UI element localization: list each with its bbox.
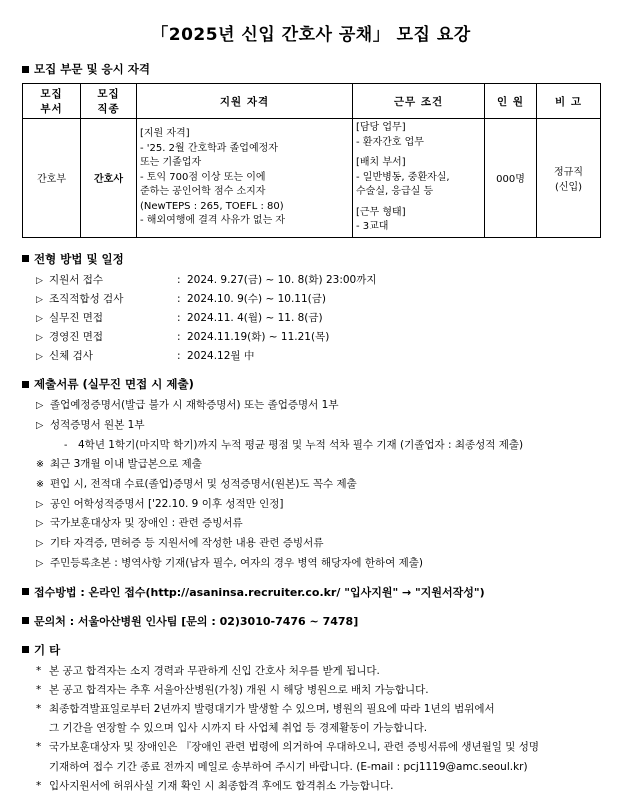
square-bullet-icon <box>22 617 29 624</box>
cell-qualification <box>137 119 353 238</box>
etc-item-text: 최종합격발표일로부터 2년까지 발령대기가 발생할 수 있으며, 병원의 필요에 따라 1년의 범위에서 <box>49 702 495 715</box>
square-bullet-icon <box>22 381 29 388</box>
schedule-value: 2024. 9.27(금) ~ 10. 8(화) 23:00까지 <box>187 273 377 286</box>
triangle-bullet-icon: ▷ <box>36 333 43 344</box>
square-bullet-icon <box>22 255 29 262</box>
section-etc <box>22 642 600 795</box>
section-apply-method <box>22 584 600 600</box>
schedule-label: 실무진 면접 <box>49 311 104 324</box>
square-bullet-icon <box>22 646 29 653</box>
cell-department: 간호부 <box>23 119 81 238</box>
condition-block-title: [근무 형태] <box>356 206 406 218</box>
recruitment-table <box>22 83 601 238</box>
list-item <box>22 457 600 472</box>
list-item <box>22 516 600 531</box>
page-title: 「2025년 신입 간호사 공채」 모집 요강 <box>151 25 471 45</box>
list-item <box>22 556 600 571</box>
list-item <box>22 418 600 433</box>
section-schedule <box>22 251 600 364</box>
list-item <box>22 349 600 363</box>
col-header-jobtype: 모집 직종 <box>81 84 137 119</box>
triangle-bullet-icon: ▷ <box>36 557 44 569</box>
etc-list <box>22 664 600 795</box>
document-item-text: 성적증명서 원본 1부 <box>50 419 145 432</box>
condition-item: - 환자간호 업무 <box>356 136 424 148</box>
condition-block-title: [배치 부서] <box>356 157 406 168</box>
schedule-colon: : <box>177 331 181 344</box>
contact-label: 문의처 : 서울아산병원 인사팀 [문의 : 02)3010-7476 ~ 7478] <box>34 614 359 628</box>
condition-block-title: [담당 업무] <box>356 122 406 133</box>
asterisk-bullet-icon: * <box>36 664 42 677</box>
etc-item-text: 본 공고 합격자는 소지 경력과 무관하게 신입 간호사 처우를 받게 됩니다. <box>49 664 380 677</box>
list-item <box>22 398 600 413</box>
triangle-bullet-icon: ▷ <box>36 518 44 530</box>
triangle-bullet-icon: ▷ <box>36 352 43 363</box>
schedule-colon: : <box>177 273 181 286</box>
list-item <box>22 536 600 551</box>
document-item-text: 4학년 1학기(마지막 학기)까지 누적 평균 평점 및 누적 석차 필수 기재 (기졸업자 : 최종성적 제출) <box>78 438 524 451</box>
triangle-bullet-icon: ▷ <box>36 294 43 305</box>
triangle-bullet-icon: ▷ <box>36 420 44 432</box>
schedule-value: 2024.12월 中 <box>187 350 255 363</box>
qualification-item: - 토익 700점 이상 또는 이에 <box>140 171 266 183</box>
square-bullet-icon <box>22 588 29 595</box>
apply-method-label: 접수방법 : 온라인 접수(http://asaninsa.recruiter.co.kr/ "입사지원" → "지원서작성") <box>34 585 485 599</box>
schedule-list <box>22 273 600 364</box>
cell-headcount: 000명 <box>485 119 537 238</box>
asterisk-bullet-icon: * <box>36 741 42 754</box>
condition-item: - 3교대 <box>356 221 389 232</box>
list-item <box>22 311 600 325</box>
section-heading-etc <box>22 642 600 658</box>
table-header-row <box>23 84 601 119</box>
col-header-qualification: 지원 자격 <box>137 84 353 119</box>
section-recruitment <box>22 61 600 238</box>
dash-bullet-icon: - <box>64 439 68 451</box>
square-bullet-icon <box>22 66 29 73</box>
cell-note <box>537 119 601 238</box>
section-heading-schedule <box>22 251 600 267</box>
list-item <box>22 683 600 698</box>
section-heading-schedule-label: 전형 방법 및 일정 <box>34 251 124 266</box>
asterisk-bullet-icon: ※ <box>36 479 44 491</box>
list-item <box>22 273 600 287</box>
condition-item: - 일반병동, 중환자실, <box>356 171 450 183</box>
section-contact <box>22 613 600 629</box>
qualification-item: - 해외여행에 결격 사유가 없는 자 <box>140 215 286 226</box>
section-heading-recruitment-label: 모집 부문 및 응시 자격 <box>34 62 150 76</box>
list-item <box>22 497 600 512</box>
qualification-item: 또는 기졸업자 <box>140 157 202 168</box>
triangle-bullet-icon: ▷ <box>36 538 44 550</box>
document-item-text: 졸업예정증명서(발급 불가 시 재학증명서) 또는 졸업증명서 1부 <box>50 399 339 412</box>
schedule-value: 2024.10. 9(수) ~ 10.11(금) <box>187 292 326 305</box>
triangle-bullet-icon: ▷ <box>36 400 44 412</box>
triangle-bullet-icon: ▷ <box>36 275 43 286</box>
asterisk-bullet-icon: * <box>36 702 42 715</box>
list-item <box>22 702 600 717</box>
document-item-text: 최근 3개월 이내 발급본으로 제출 <box>50 458 202 471</box>
triangle-bullet-icon: ▷ <box>36 313 43 324</box>
documents-list <box>22 398 600 570</box>
section-heading-etc-label: 기 타 <box>34 642 61 657</box>
schedule-label: 경영진 면접 <box>49 331 104 344</box>
document-item-text: 편입 시, 전적대 수료(졸업)증명서 및 성적증명서(원본)도 꼭수 제출 <box>50 478 357 491</box>
col-header-note: 비 고 <box>537 84 601 119</box>
col-header-headcount: 인 원 <box>485 84 537 119</box>
list-item <box>22 438 600 453</box>
table-row <box>23 119 601 238</box>
qualification-item: 준하는 공인어학 점수 소지자 <box>140 186 266 197</box>
etc-item-text: 입사지원서에 허위사실 기재 확인 시 최종합격 후에도 합격취소 가능합니다. <box>49 779 394 792</box>
document-item-text: 국가보훈대상자 및 장애인 : 관련 증빙서류 <box>50 517 243 530</box>
condition-item: 수술실, 응급실 등 <box>356 186 434 197</box>
qualification-item: - '25. 2월 간호학과 졸업예정자 <box>140 142 278 154</box>
list-item <box>22 779 600 794</box>
qualification-item: (NewTEPS : 265, TOEFL : 80) <box>140 200 284 212</box>
section-heading-documents-label: 제출서류 (실무진 면접 시 제출) <box>34 377 194 392</box>
section-documents <box>22 376 600 570</box>
list-item <box>22 664 600 679</box>
list-item <box>22 740 600 755</box>
qualification-title: [지원 자격] <box>140 128 190 139</box>
schedule-label: 조직적합성 검사 <box>49 292 124 305</box>
col-header-conditions: 근무 조건 <box>353 84 485 119</box>
document-item-text: 주민등록초본 : 병역사항 기재(남자 필수, 여자의 경우 병역 해당자에 한하여 제출) <box>50 556 424 569</box>
schedule-value: 2024.11. 4(월) ~ 11. 8(금) <box>187 311 323 324</box>
etc-item-text: 국가보훈대상자 및 장애인은 『장애인 관련 법령에 의거하여 우대하오니, 관련 증빙서류에 생년월일 및 성명 <box>49 741 540 754</box>
cell-jobtype: 간호사 <box>81 119 137 238</box>
list-item <box>22 477 600 492</box>
list-item <box>22 330 600 344</box>
document-item-text: 기타 자격증, 면허증 등 지원서에 작성한 내용 관련 증빙서류 <box>50 537 324 550</box>
list-item <box>22 760 600 775</box>
col-header-department: 모집 부서 <box>23 84 81 119</box>
schedule-value: 2024.11.19(화) ~ 11.21(목) <box>187 331 330 344</box>
asterisk-bullet-icon: * <box>36 683 42 696</box>
schedule-colon: : <box>177 350 181 363</box>
section-heading-documents <box>22 376 600 392</box>
schedule-label: 지원서 접수 <box>49 273 104 286</box>
note-line: 정규직 <box>554 166 583 178</box>
document-item-text: 공인 어학성적증명서 ['22.10. 9 이후 성적만 인정] <box>50 497 284 510</box>
list-item <box>22 721 600 736</box>
schedule-label: 신체 검사 <box>49 350 93 363</box>
etc-item-text: 기재하여 접수 기간 종료 전까지 메일로 송부하여 주시기 바랍니다. (E-mail : pcj1119@amc.seoul.kr) <box>49 760 528 773</box>
etc-item-text: 본 공고 합격자는 추후 서울아산병원(가칭) 개원 시 해당 병원으로 배치 가능합니다. <box>49 683 429 696</box>
triangle-bullet-icon: ▷ <box>36 498 44 510</box>
asterisk-bullet-icon: ※ <box>36 459 44 471</box>
asterisk-bullet-icon: * <box>36 779 42 792</box>
cell-conditions <box>353 119 485 238</box>
list-item <box>22 292 600 306</box>
schedule-colon: : <box>177 292 181 305</box>
etc-item-text: 그 기간을 연장할 수 있으며 입사 시까지 타 사업체 취업 등 경제활동이 가능합니다. <box>49 722 428 735</box>
section-heading-recruitment <box>22 61 600 77</box>
note-line: (신입) <box>554 181 583 193</box>
schedule-colon: : <box>177 311 181 324</box>
